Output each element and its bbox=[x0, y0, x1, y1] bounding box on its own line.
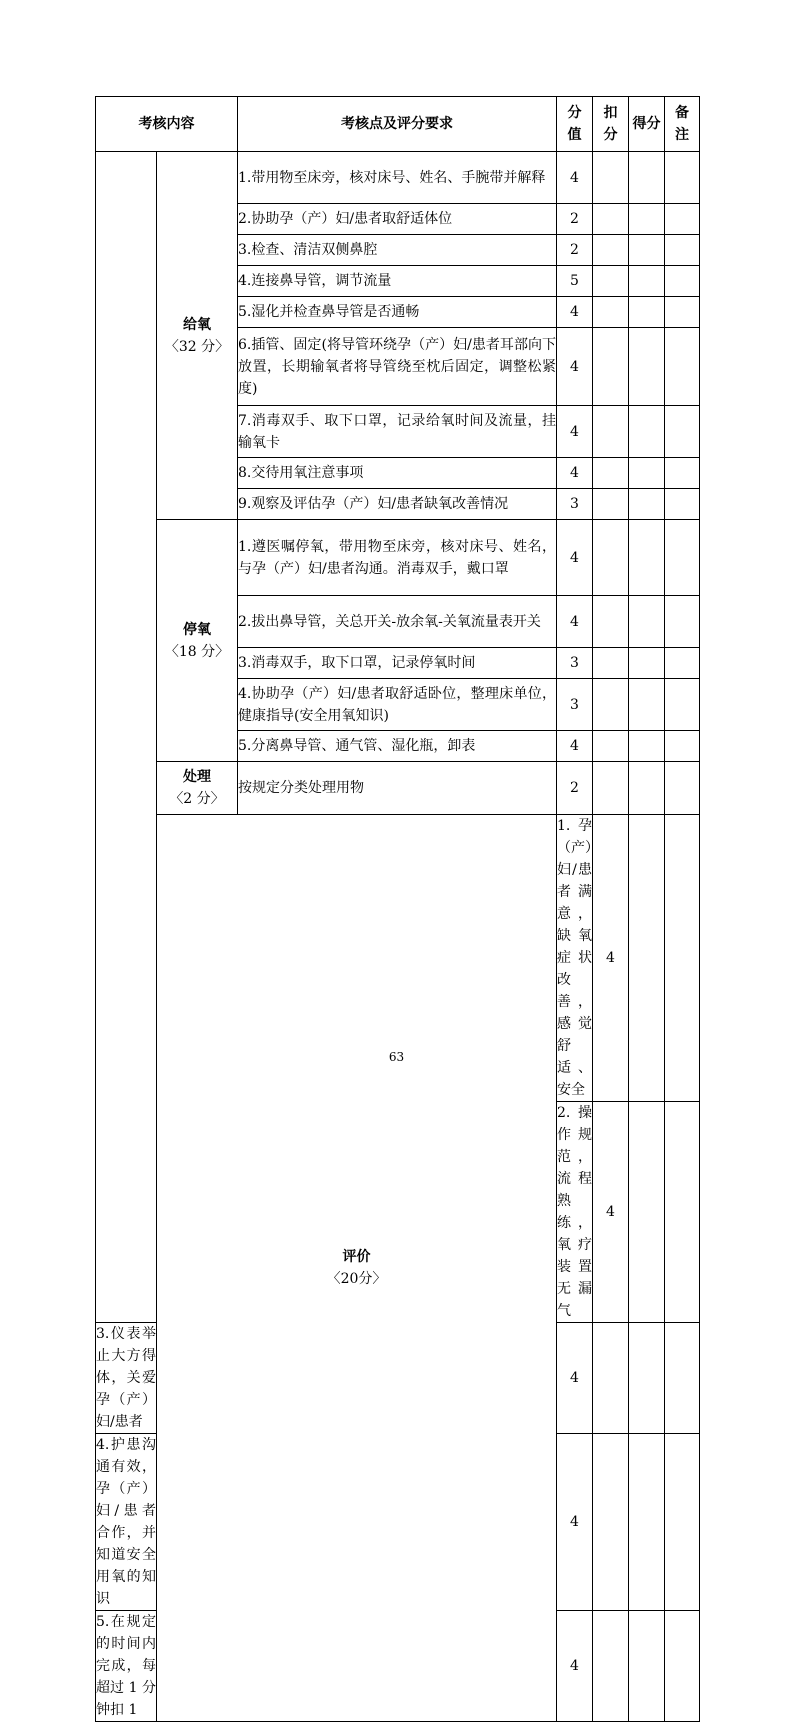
header-score: 分 值 bbox=[557, 97, 593, 152]
note-cell[interactable] bbox=[665, 1323, 700, 1434]
table-row bbox=[96, 520, 700, 596]
item-score: 2 bbox=[557, 235, 593, 266]
item-text: 按规定分类处理用物 bbox=[238, 762, 557, 815]
item-score: 4 bbox=[557, 520, 593, 596]
deduct-cell[interactable] bbox=[593, 731, 629, 762]
note-cell[interactable] bbox=[665, 1611, 700, 1722]
deduct-cell[interactable] bbox=[593, 1323, 629, 1434]
got-cell[interactable] bbox=[629, 489, 665, 520]
header-row bbox=[96, 97, 700, 152]
deduct-cell[interactable] bbox=[593, 266, 629, 297]
got-cell[interactable] bbox=[629, 266, 665, 297]
note-cell[interactable] bbox=[665, 731, 700, 762]
deduct-cell[interactable] bbox=[593, 297, 629, 328]
item-text: 9.观察及评估孕（产）妇/患者缺氧改善情况 bbox=[238, 489, 557, 520]
item-text: 5.湿化并检查鼻导管是否通畅 bbox=[238, 297, 557, 328]
item-text: 1.孕（产）妇/患者满意，缺氧症状改善，感觉舒适、安全 bbox=[557, 815, 593, 1102]
got-cell[interactable] bbox=[629, 458, 665, 489]
note-cell[interactable] bbox=[665, 520, 700, 596]
note-cell[interactable] bbox=[665, 297, 700, 328]
item-text: 6.插管、固定(将导管环绕孕（产）妇/患者耳部向下放置，长期输氧者将导管绕至枕后固定，调整松紧度) bbox=[238, 328, 557, 406]
scoring-table bbox=[95, 96, 700, 1722]
note-cell[interactable] bbox=[665, 152, 700, 204]
deduct-cell[interactable] bbox=[593, 596, 629, 648]
item-text: 1.带用物至床旁，核对床号、姓名、手腕带并解释 bbox=[238, 152, 557, 204]
item-score: 4 bbox=[557, 458, 593, 489]
deduct-cell[interactable] bbox=[629, 1102, 665, 1323]
item-score: 4 bbox=[557, 328, 593, 406]
deduct-cell[interactable] bbox=[593, 648, 629, 679]
note-cell[interactable] bbox=[665, 406, 700, 458]
got-cell[interactable] bbox=[629, 762, 665, 815]
item-text: 1.遵医嘱停氧，带用物至床旁，核对床号、姓名，与孕（产）妇/患者沟通。消毒双手，戴口罩 bbox=[238, 520, 557, 596]
got-cell[interactable] bbox=[629, 406, 665, 458]
got-cell[interactable] bbox=[629, 328, 665, 406]
got-cell[interactable] bbox=[629, 731, 665, 762]
item-score: 4 bbox=[593, 1102, 629, 1323]
deduct-cell[interactable] bbox=[593, 235, 629, 266]
item-score: 3 bbox=[557, 679, 593, 731]
note-cell[interactable] bbox=[665, 648, 700, 679]
note-cell[interactable] bbox=[665, 679, 700, 731]
deduct-cell[interactable] bbox=[593, 762, 629, 815]
item-score: 2 bbox=[557, 762, 593, 815]
item-text: 7.消毒双手、取下口罩，记录给氧时间及流量，挂输氧卡 bbox=[238, 406, 557, 458]
left-blank-cell bbox=[96, 152, 157, 1323]
table-row bbox=[96, 152, 700, 204]
note-cell[interactable] bbox=[665, 235, 700, 266]
item-text: 5.在规定的时间内完成，每超过 1 分钟扣 1 bbox=[96, 1611, 157, 1722]
got-cell[interactable] bbox=[629, 204, 665, 235]
deduct-cell[interactable] bbox=[593, 1611, 629, 1722]
item-text: 3.仪表举止大方得体，关爱孕（产）妇/患者 bbox=[96, 1323, 157, 1434]
section-oxygen: 给氧 〈32 分〉 bbox=[157, 152, 238, 520]
header-note: 备 注 bbox=[665, 97, 700, 152]
item-score: 4 bbox=[557, 1323, 593, 1434]
item-text: 5.分离鼻导管、通气管、湿化瓶，卸表 bbox=[238, 731, 557, 762]
header-deduct: 扣 分 bbox=[593, 97, 629, 152]
item-text: 2.协助孕（产）妇/患者取舒适体位 bbox=[238, 204, 557, 235]
deduct-cell[interactable] bbox=[593, 406, 629, 458]
got-cell[interactable] bbox=[629, 1434, 665, 1611]
header-points: 考核点及评分要求 bbox=[238, 97, 557, 152]
section-stop: 停氧 〈18 分〉 bbox=[157, 520, 238, 762]
item-score: 3 bbox=[557, 648, 593, 679]
deduct-cell[interactable] bbox=[593, 1434, 629, 1611]
page-number: 63 bbox=[388, 1050, 405, 1064]
item-score: 3 bbox=[557, 489, 593, 520]
got-cell[interactable] bbox=[629, 297, 665, 328]
item-text: 4.连接鼻导管，调节流量 bbox=[238, 266, 557, 297]
note-cell[interactable] bbox=[665, 458, 700, 489]
note-cell[interactable] bbox=[665, 328, 700, 406]
note-cell[interactable] bbox=[665, 596, 700, 648]
section-eval: 评价 〈20分〉 bbox=[157, 815, 557, 1722]
deduct-cell[interactable] bbox=[593, 489, 629, 520]
deduct-cell[interactable] bbox=[593, 204, 629, 235]
header-content: 考核内容 bbox=[96, 97, 238, 152]
got-cell[interactable] bbox=[629, 520, 665, 596]
item-score: 4 bbox=[557, 152, 593, 204]
note-cell[interactable] bbox=[665, 204, 700, 235]
deduct-cell[interactable] bbox=[593, 458, 629, 489]
note-cell[interactable] bbox=[665, 762, 700, 815]
item-text: 3.消毒双手，取下口罩，记录停氧时间 bbox=[238, 648, 557, 679]
table-row bbox=[96, 762, 700, 815]
deduct-cell[interactable] bbox=[593, 679, 629, 731]
item-score: 4 bbox=[593, 815, 629, 1102]
got-cell[interactable] bbox=[629, 679, 665, 731]
item-score: 4 bbox=[557, 406, 593, 458]
item-text: 4.协助孕（产）妇/患者取舒适卧位，整理床单位，健康指导(安全用氧知识) bbox=[238, 679, 557, 731]
item-score: 4 bbox=[557, 1611, 593, 1722]
deduct-cell[interactable] bbox=[593, 328, 629, 406]
item-text: 8.交待用氧注意事项 bbox=[238, 458, 557, 489]
section-handle: 处理 〈2 分〉 bbox=[157, 762, 238, 815]
deduct-cell[interactable] bbox=[593, 152, 629, 204]
item-score: 4 bbox=[557, 731, 593, 762]
item-score: 4 bbox=[557, 596, 593, 648]
got-cell[interactable] bbox=[629, 1611, 665, 1722]
got-cell[interactable] bbox=[665, 1102, 700, 1323]
note-cell[interactable] bbox=[665, 266, 700, 297]
deduct-cell[interactable] bbox=[593, 520, 629, 596]
item-score: 5 bbox=[557, 266, 593, 297]
item-text: 3.检查、清洁双侧鼻腔 bbox=[238, 235, 557, 266]
got-cell[interactable] bbox=[629, 596, 665, 648]
got-cell[interactable] bbox=[629, 235, 665, 266]
note-cell[interactable] bbox=[665, 489, 700, 520]
item-score: 2 bbox=[557, 204, 593, 235]
got-cell[interactable] bbox=[629, 648, 665, 679]
got-cell[interactable] bbox=[629, 152, 665, 204]
item-score: 4 bbox=[557, 297, 593, 328]
item-text: 2.操作规范，流程熟练，氧疗装置无漏气 bbox=[557, 1102, 593, 1323]
got-cell[interactable] bbox=[629, 1323, 665, 1434]
item-text: 4.护患沟通有效，孕（产）妇/患者合作，并知道安全用氧的知识 bbox=[96, 1434, 157, 1611]
header-got: 得分 bbox=[629, 97, 665, 152]
note-cell[interactable] bbox=[665, 1434, 700, 1611]
item-text: 2.拔出鼻导管，关总开关-放余氧-关氧流量表开关 bbox=[238, 596, 557, 648]
item-score: 4 bbox=[557, 1434, 593, 1611]
